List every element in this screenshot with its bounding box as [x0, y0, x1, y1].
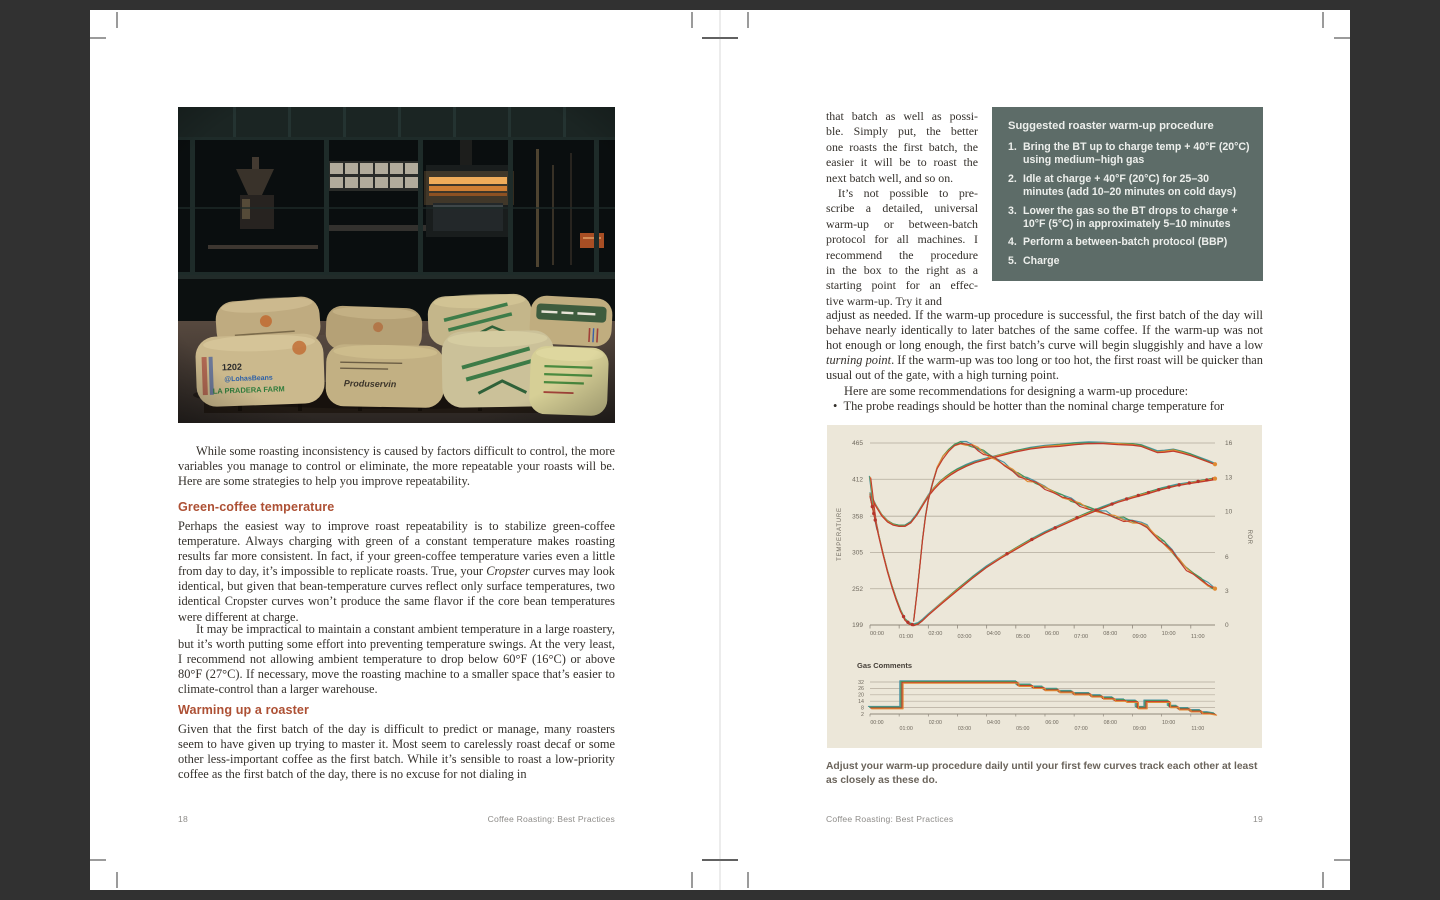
svg-text:05:00: 05:00 [1015, 634, 1030, 640]
green-coffee-paragraph-1: Perhaps the easiest way to improve roast repeatability is to stabilize green-coffee temperature. Always charging with green of a constant temperature makes roasting results far more consistent. In fact, if your green-coffee temperature varies even a little from day to day, it’s impossible to replicate roasts. True, your Cropster curves may look identical, but given that bean-temperature curves reflect only surface temperatures, two identical Cropster curves won’t produce the same flavor if the core bean temperatures were different at charge. [178, 519, 616, 624]
column-line: easier it will be to roast the [826, 155, 978, 170]
svg-text:412: 412 [852, 476, 863, 484]
trim-mark [116, 872, 118, 888]
left-page-footer [178, 814, 615, 824]
svg-text:Gas Comments: Gas Comments [857, 661, 913, 670]
column-line: tive warm-up. Try it and [826, 293, 942, 308]
roastery-photo [178, 107, 615, 423]
warmup-step: 3. Lower the gas so the BT drops to charge + 10°F (5°C) in approximately 5–10 minutes [1008, 204, 1238, 231]
svg-text:3: 3 [1225, 588, 1229, 596]
svg-text:ROR: ROR [1246, 529, 1252, 545]
svg-text:2: 2 [861, 711, 864, 718]
svg-text:305: 305 [852, 549, 863, 557]
svg-text:05:00: 05:00 [1016, 726, 1030, 732]
trim-mark [90, 37, 106, 39]
book-spread [90, 10, 1350, 890]
svg-text:16: 16 [1225, 440, 1233, 448]
column-line: in the box to the right as a [826, 263, 978, 278]
warmup-box-list [1008, 141, 1251, 268]
svg-text:11:00: 11:00 [1190, 634, 1205, 640]
svg-text:20: 20 [858, 692, 864, 699]
trim-mark [1322, 12, 1324, 28]
svg-text:07:00: 07:00 [1074, 634, 1089, 640]
svg-text:26: 26 [858, 686, 864, 693]
svg-text:0: 0 [1225, 622, 1229, 630]
warming-up-paragraph: Given that the first batch of the day is difficult to predict or manage, many roasters seem to have given up trying to master it. Most seem to carelessly roast decaf or some other less-important coffee as the first batch. While it’s sensible to roast a low-priority coffee as the first batch of the day, there is no excuse for not dialing in [178, 722, 615, 782]
svg-text:09:00: 09:00 [1132, 634, 1147, 640]
svg-text:465: 465 [852, 440, 863, 448]
svg-text:04:00: 04:00 [987, 720, 1001, 726]
svg-text:09:00: 09:00 [1132, 726, 1147, 732]
warmup-step: 5. Charge [1008, 254, 1060, 267]
warmup-step: 2. Idle at charge + 40°F (20°C) for 25–30 minutes (add 10–20 minutes on cold days) [1008, 172, 1237, 199]
svg-text:01:00: 01:00 [899, 634, 914, 640]
svg-text:32: 32 [858, 679, 864, 686]
svg-text:13: 13 [1225, 474, 1233, 482]
trim-mark [116, 12, 118, 28]
running-title-left: Coffee Roasting: Best Practices [487, 814, 615, 824]
svg-text:02:00: 02:00 [928, 631, 943, 637]
warmup-procedure-box [992, 107, 1263, 281]
svg-text:00:00: 00:00 [870, 720, 884, 726]
roast-chart [827, 425, 1262, 748]
green-coffee-paragraph-2: It may be impractical to maintain a constant ambient temperature in a large roastery, but it’s worth putting some effort into preventing temperature swings. At the very least, I recommend not allowing ambient temperature to drop below 60°F (16°C) or above 80°F (27°C). If necessary, move the roasting machine to a smaller space that’s easier to climate-control than a larger warehouse. [178, 622, 615, 697]
trim-mark [747, 872, 749, 888]
warmup-step: 1. Bring the BT up to charge temp + 40°F (20°C) using medium–high gas [1008, 141, 1250, 167]
trim-mark [1322, 872, 1324, 888]
recommendations-bullet: • The probe readings should be hotter than the nominal charge temperature for [833, 399, 1225, 413]
section-heading-warming-up: Warming up a roaster [178, 703, 309, 717]
svg-text:06:00: 06:00 [1044, 631, 1059, 637]
recommendations-lead-line: Here are some recommendations for designing a warm-up procedure: [844, 384, 1189, 398]
svg-text:10:00: 10:00 [1161, 631, 1176, 637]
svg-text:11:00: 11:00 [1191, 726, 1205, 732]
svg-text:14: 14 [858, 699, 864, 705]
column-line: one roasts the first batch, the [826, 139, 978, 154]
column-line: next batch well, and so on. [826, 170, 954, 185]
svg-text:TEMPERATURE: TEMPERATURE [837, 507, 843, 561]
svg-text:03:00: 03:00 [957, 726, 972, 732]
page-number-right: 19 [1253, 814, 1263, 824]
column-line: that batch as well as possi- [826, 109, 978, 123]
svg-text:252: 252 [852, 585, 863, 593]
page-fold [719, 10, 721, 890]
figure-caption: Adjust your warm-up procedure daily until your first few curves track each other at least as closely as these do. [826, 761, 1258, 786]
svg-text:07:00: 07:00 [1074, 726, 1088, 732]
column-line: protocol for all machines. I [826, 232, 978, 247]
svg-text:10:00: 10:00 [1161, 720, 1176, 726]
warmup-step: 4. Perform a between-batch protocol (BBP) [1008, 236, 1228, 249]
svg-text:10: 10 [1225, 508, 1233, 516]
trim-mark [747, 12, 749, 28]
section-heading-green-coffee: Green-coffee temperature [178, 500, 335, 514]
svg-text:08:00: 08:00 [1103, 631, 1118, 637]
right-page-footer [826, 814, 1263, 824]
trim-mark [1334, 37, 1350, 39]
roast-chart-panel [827, 425, 1262, 748]
trim-mark [1334, 859, 1350, 861]
trim-mark [691, 872, 693, 888]
svg-text:358: 358 [852, 513, 863, 521]
svg-text:8: 8 [861, 705, 864, 712]
column-line: recommend the procedure [826, 247, 978, 262]
svg-text:00:00: 00:00 [870, 631, 884, 637]
warmup-paragraph-full: adjust as needed. If the warm-up procedure is successful, the first batch of the day will behave nearly identically to later batches of the same coffee. If the warm-up was not hot enough or long enough, the first batch’s curve will begin sluggishly and have a low turning point. If the warm-up was too long or too hot, the first roast will be quicker than usual out of the gate, with a high turning point. [826, 308, 1263, 383]
left-intro-paragraph: While some roasting inconsistency is caused by factors difficult to control, the more variables you manage to control or eliminate, the more repeatable your roasts will be. Here are some strategies to help you improve repeatability. [178, 444, 615, 489]
running-title-right: Coffee Roasting: Best Practices [826, 814, 954, 824]
page-number-left: 18 [178, 814, 188, 824]
trim-mark [691, 12, 693, 28]
svg-text:08:00: 08:00 [1103, 720, 1117, 726]
column-line: It’s not possible to pre- [826, 186, 978, 201]
column-line: scribe a detailed, universal [826, 201, 978, 216]
svg-text:06:00: 06:00 [1045, 720, 1059, 726]
warmup-box-title: Suggested roaster warm-up procedure [1008, 120, 1214, 132]
column-line: warm-up or between-batch [826, 216, 978, 231]
narrow-column [826, 109, 978, 309]
column-line: starting point for an effec- [826, 278, 978, 293]
svg-text:01:00: 01:00 [899, 726, 913, 732]
column-line: ble. Simply put, the better [826, 124, 978, 139]
svg-text:04:00: 04:00 [986, 631, 1001, 637]
svg-text:03:00: 03:00 [957, 634, 972, 640]
svg-text:199: 199 [852, 622, 863, 630]
svg-text:6: 6 [1225, 553, 1229, 561]
svg-text:02:00: 02:00 [928, 720, 942, 726]
trim-mark [90, 859, 106, 861]
